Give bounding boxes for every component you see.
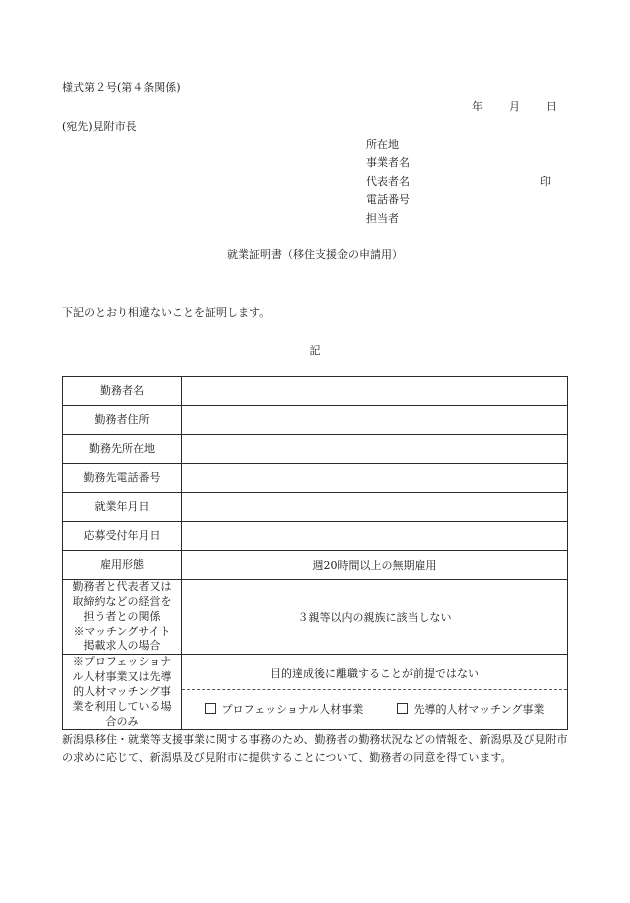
phone-label: 電話番号 [366, 193, 410, 206]
form-number: 様式第２号(第４条関係) [62, 81, 181, 94]
representative-label: 代表者名 [366, 175, 410, 188]
table-row [63, 493, 568, 522]
employment-type-value: 週20時間以上の無期雇用 [182, 551, 568, 580]
row-label: 応募受付年月日 [63, 522, 182, 551]
business-name-label: 事業者名 [366, 156, 410, 169]
table-row [63, 377, 568, 406]
worker-name-value [182, 377, 568, 406]
table-row-professional [63, 655, 568, 730]
row-label: 就業年月日 [63, 493, 182, 522]
option-professional-label: プロフェッショナル人材事業 [221, 702, 364, 716]
relation-label: 勤務者と代表者又は 取締約などの経営を 担う者との関係 ※マッチングサイト 掲載求人の場合 [63, 580, 182, 655]
workplace-address-value [182, 435, 568, 464]
relation-value: ３親等以内の親族に該当しない [182, 580, 568, 655]
row-label: 勤務先所在地 [63, 435, 182, 464]
row-label: 勤務者名 [63, 377, 182, 406]
person-in-charge-label: 担当者 [366, 212, 399, 225]
table-row-relation [63, 580, 568, 655]
table-row [63, 551, 568, 580]
date-month: 月 [509, 100, 520, 113]
document-title: 就業証明書（移住支援金の申請用） [227, 248, 403, 261]
row-label: 勤務者住所 [63, 406, 182, 435]
table-row [63, 522, 568, 551]
certificate-table [62, 376, 568, 730]
row-label: 勤務先電話番号 [63, 464, 182, 493]
employment-date-value [182, 493, 568, 522]
worker-address-value [182, 406, 568, 435]
address-label: 所在地 [366, 138, 399, 151]
option-leading-matching-label: 先導的人材マッチング事業 [413, 702, 545, 716]
table-row [63, 435, 568, 464]
option-professional-checkbox[interactable] [205, 701, 364, 717]
ki-heading: 記 [309, 344, 321, 357]
professional-statement: 目的達成後に離職することが前提ではない [182, 657, 567, 690]
date-day: 日 [546, 100, 557, 113]
row-label: 雇用形態 [63, 551, 182, 580]
table-row [63, 406, 568, 435]
consent-footnote: 新潟県移住・就業等支援事業に関する事務のため、勤務者の勤務状況などの情報を、新潟県及び見附市の求めに応じて、新潟県及び見附市に提供することについて、勤務者の同意を得ています。 [62, 733, 568, 764]
checkbox-icon[interactable] [205, 703, 216, 714]
professional-value-cell [182, 655, 568, 730]
table-row [63, 464, 568, 493]
date-year: 年 [472, 100, 483, 113]
intro-text: 下記のとおり相違ないことを証明します。 [62, 306, 271, 319]
date-line [472, 101, 557, 112]
professional-options [182, 690, 567, 727]
application-date-value [182, 522, 568, 551]
professional-label: ※プロフェッショナ ル人材事業又は先導 的人材マッチング事 業を利用している場 合のみ [63, 655, 182, 730]
option-leading-matching-checkbox[interactable] [397, 701, 545, 717]
checkbox-icon[interactable] [397, 703, 408, 714]
workplace-phone-value [182, 464, 568, 493]
addressee: (宛先)見附市長 [62, 120, 137, 133]
seal-mark: 印 [540, 175, 551, 188]
